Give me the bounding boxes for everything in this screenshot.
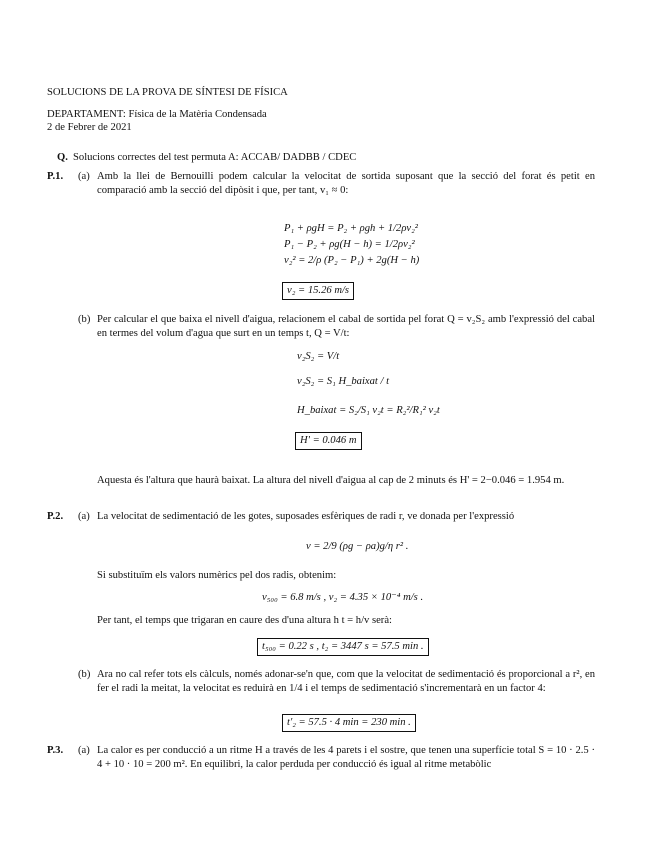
question-label: Q. <box>57 152 68 163</box>
p3-part-a-label: (a) <box>78 745 90 756</box>
p2-velocity-values: v₅₀₀ = 6.8 m/s , v₂ = 4.35 × 10⁻⁴ m/s . <box>262 592 424 603</box>
p1-equation-1: P₁ + ρgH = P₂ + ρgh + 1/2ρv₂² <box>284 223 418 234</box>
p1-result-b <box>295 432 362 450</box>
date-line: 2 de Febrer de 2021 <box>47 122 132 133</box>
p2-result-b-box: t'₂ = 57.5 · 4 min = 230 min . <box>282 714 416 732</box>
p3-part-a-text: La calor es per conducció a un ritme H a través de les 4 parets i el sostre, que tenen una superfície total S = 10 · 2.5 · 4 + 10 · 10 = 200 m². En equilibri, la calor perduda per conducció és igual al ritme metabòlic <box>97 745 595 770</box>
p2-part-b-text: Ara no cal refer tots els càlculs, només adonar-se'n que, com que la velocitat de sedimentació és proporcional a r², en fer el radi la meitat, la velocitat es reduirà en 1/4 i el temps de sedimentació s'incrementarà en un factor 4: <box>97 669 595 694</box>
p2-result-a <box>257 638 429 656</box>
p2-part-a-label: (a) <box>78 511 90 522</box>
p2-result-a-box: t₅₀₀ = 0.22 s , t₂ = 3447 s = 57.5 min . <box>257 638 429 656</box>
p1-equation-2: P₁ − P₂ + ρg(H − h) = 1/2ρv₂² <box>284 239 415 250</box>
p1-part-a-label: (a) <box>78 171 90 182</box>
p2-result-b <box>282 714 416 732</box>
p1-result-b-box: H' = 0.046 m <box>295 432 362 450</box>
p2-part-b-label: (b) <box>78 669 91 680</box>
question-text: Solucions correctes del test permuta A: ACCAB/ DADBB / CDEC <box>73 152 357 163</box>
p2-part-a-text-3: Per tant, el temps que trigaran en caure des d'una altura h t = h/v serà: <box>97 615 392 626</box>
p1-result-a-box: v₂ = 15.26 m/s <box>282 282 354 300</box>
p1-b-equation-3: H_baixat = S₂/S₁ v₂t = R₂²/R₁² v₂t <box>297 405 440 416</box>
p2-part-a-text-2: Si substituïm els valors numèrics pel dos radis, obtenim: <box>97 570 337 581</box>
p2-part-a-text: La velocitat de sedimentació de les gotes, suposades esfèriques de radi r, ve donada per l'expressió <box>97 511 515 522</box>
p1-b-equation-1: v₂S₂ = V/t <box>297 351 340 362</box>
p1-result-a <box>282 282 354 300</box>
p1-part-a-text: Amb la llei de Bernouilli podem calcular la velocitat de sortida suposant que la secció del forat és petit en comparació amb la secció del dipòsit i que, per tant, v₁ ≈ 0: <box>97 171 595 196</box>
department-line: DEPARTAMENT: Física de la Matèria Condensada <box>47 109 267 120</box>
p1-part-b-text: Per calcular el que baixa el nivell d'aigua, relacionem el cabal de sortida pel forat Q = v₂S₂ amb l'expressió del cabal en termes del volum d'agua que surt en un temps t, Q = V/t: <box>97 314 595 339</box>
p1-part-b-label: (b) <box>78 314 91 325</box>
p1-equation-3: v₂² = 2/ρ (P₂ − P₁) + 2g(H − h) <box>284 255 420 266</box>
p1-conclusion: Aquesta és l'altura que haurà baixat. La altura del nivell d'aigua al cap de 2 minuts és H' = 2−0.046 = 1.954 m. <box>97 475 565 486</box>
p2-velocity-equation: v = 2/9 (ρg − ρa)g/η r² . <box>306 541 409 552</box>
p1-b-equation-2: v₂S₂ = S₁ H_baixat / t <box>297 376 390 387</box>
problem-1-label: P.1. <box>47 171 64 182</box>
document-title: SOLUCIONS DE LA PROVA DE SÍNTESI DE FÍSICA <box>47 87 288 98</box>
problem-3-label: P.3. <box>47 745 64 756</box>
problem-2-label: P.2. <box>47 511 64 522</box>
